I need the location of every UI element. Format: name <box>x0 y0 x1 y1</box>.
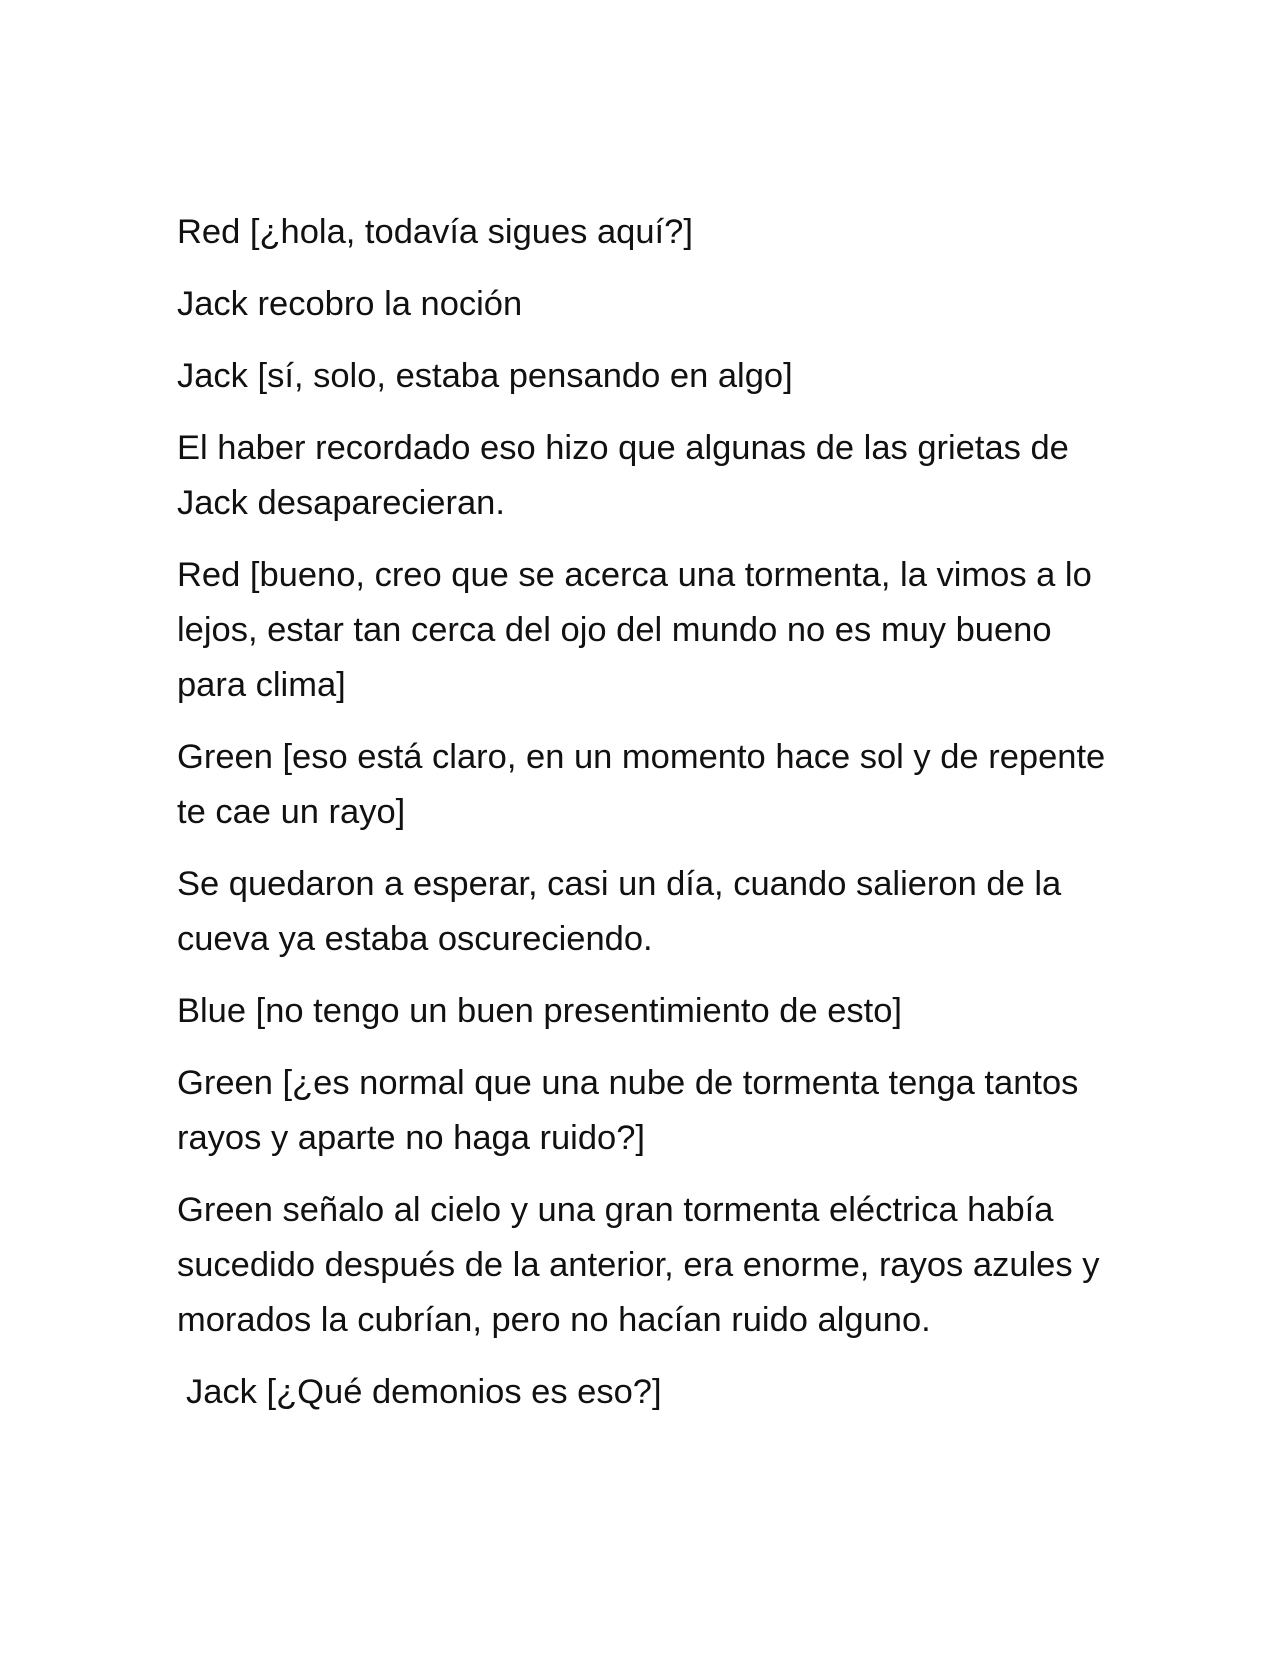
paragraph-10: Green señalo al cielo y una gran tormenta eléctrica había sucedido después de la anterior, era enorme, rayos azules y morados la cubrían, pero no hacían ruido alguno. <box>177 1191 1100 1339</box>
paragraph-11: Jack [¿Qué demonios es eso?] <box>186 1373 662 1411</box>
paragraph-3: Jack [sí, solo, estaba pensando en algo] <box>177 357 793 395</box>
paragraph-8: Blue [no tengo un buen presentimiento de esto] <box>177 992 903 1030</box>
paragraph-4: El haber recordado eso hizo que algunas de las grietas de Jack desaparecieran. <box>177 429 1069 522</box>
paragraph-6: Green [eso está claro, en un momento hace sol y de repente te cae un rayo] <box>177 738 1106 831</box>
paragraph-7: Se quedaron a esperar, casi un día, cuando salieron de la cueva ya estaba oscureciendo. <box>177 865 1062 958</box>
paragraph-5: Red [bueno, creo que se acerca una tormenta, la vimos a lo lejos, estar tan cerca del ojo del mundo no es muy bueno para clima] <box>177 556 1092 704</box>
paragraph-2: Jack recobro la noción <box>177 285 523 323</box>
paragraph-9: Green [¿es normal que una nube de tormenta tenga tantos rayos y aparte no haga ruido?] <box>177 1064 1079 1157</box>
document-body <box>177 205 1107 1437</box>
paragraph-1: Red [¿hola, todavía sigues aquí?] <box>177 213 693 251</box>
